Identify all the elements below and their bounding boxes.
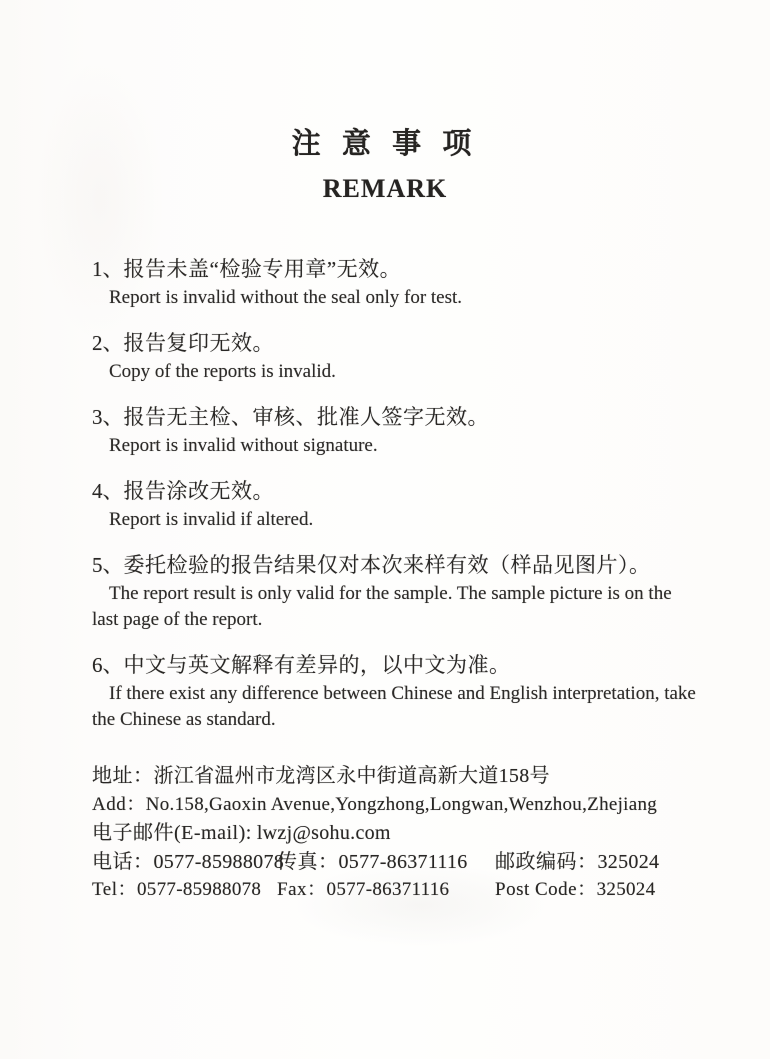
item-number: 1、 — [92, 257, 124, 281]
tel-en-label: Tel： — [92, 879, 137, 900]
remark-item-3 — [92, 402, 702, 459]
post-en-value: 325024 — [596, 879, 656, 900]
item-number: 4、 — [92, 479, 124, 503]
contact-phone-row-chinese — [92, 848, 710, 877]
contact-email-row — [92, 819, 710, 848]
remark-item-5 — [92, 550, 702, 633]
fax-en-value: 0577-86371116 — [326, 879, 450, 900]
item-number: 5、 — [92, 553, 124, 577]
item-text-cn: 报告复印无效。 — [123, 331, 274, 355]
page-title-english: REMARK — [322, 174, 448, 203]
tel-en-value: 0577-85988078 — [137, 879, 262, 900]
address-en-label: Add： — [92, 793, 146, 815]
title-block — [0, 0, 770, 204]
post-cn-value: 325024 — [597, 850, 660, 873]
remark-item-6-english: If there exist any difference between Chinese and English interpretation, take the Chinese as standard. — [92, 683, 696, 730]
contact-address-english — [92, 791, 710, 820]
remark-item-4 — [92, 476, 702, 533]
remark-item-4-chinese — [92, 476, 702, 507]
remark-item-5-chinese — [92, 550, 702, 581]
item-number: 2、 — [92, 331, 124, 355]
item-text-cn: 中文与英文解释有差异的，以中文为准。 — [123, 653, 511, 677]
remark-item-4-english: Report is invalid if altered. — [109, 509, 314, 530]
remark-list — [0, 254, 770, 733]
fax-en-label: Fax： — [277, 879, 327, 900]
remark-item-1 — [92, 254, 702, 311]
remark-item-3-chinese — [92, 402, 702, 433]
tel-cn-label: 电话： — [92, 850, 154, 873]
remark-item-3-english: Report is invalid without signature. — [109, 435, 378, 456]
item-text-cn: 报告涂改无效。 — [123, 479, 274, 503]
fax-cn — [277, 848, 495, 877]
post-en-label: Post Code： — [495, 879, 597, 900]
telephone-en — [92, 876, 277, 905]
postcode-en — [495, 876, 710, 905]
remark-item-6 — [92, 650, 702, 733]
remark-item-2-english: Copy of the reports is invalid. — [109, 361, 336, 382]
contact-block — [0, 762, 770, 905]
item-text-cn: 报告未盖“检验专用章”无效。 — [123, 257, 402, 281]
postcode-cn — [495, 848, 710, 877]
fax-en — [277, 876, 495, 905]
item-number: 3、 — [92, 405, 124, 429]
contact-phone-row-english — [92, 876, 710, 905]
fax-cn-value: 0577-86371116 — [338, 850, 468, 873]
fax-cn-label: 传真： — [277, 850, 339, 873]
email-value: lwzj@sohu.com — [256, 822, 391, 844]
contact-address-chinese — [92, 762, 710, 791]
remark-item-2-chinese — [92, 328, 702, 359]
remark-item-1-chinese — [92, 254, 702, 285]
telephone-cn — [92, 848, 285, 877]
item-text-cn: 报告无主检、审核、批准人签字无效。 — [123, 405, 489, 429]
remark-item-5-english: The report result is only valid for the sample. The sample picture is on the last page of the report. — [92, 583, 672, 630]
email-label: 电子邮件(E-mail): — [92, 822, 252, 844]
address-cn-label: 地址： — [92, 765, 154, 787]
remark-item-6-chinese — [92, 650, 702, 681]
remark-item-1-english: Report is invalid without the seal only for test. — [109, 287, 463, 308]
post-cn-label: 邮政编码： — [495, 850, 598, 873]
item-number: 6、 — [92, 653, 124, 677]
page-title-chinese: 注 意 事 项 — [291, 128, 479, 160]
remark-item-2 — [92, 328, 702, 385]
tel-cn-value: 0577-85988078 — [153, 850, 285, 873]
item-text-cn: 委托检验的报告结果仅对本次来样有效（样品见图片）。 — [123, 553, 651, 577]
address-cn-value: 浙江省温州市龙湾区永中街道高新大道158号 — [153, 765, 550, 787]
address-en-value: No.158,Gaoxin Avenue,Yongzhong,Longwan,Wenzhou,Zhejiang — [145, 793, 658, 815]
